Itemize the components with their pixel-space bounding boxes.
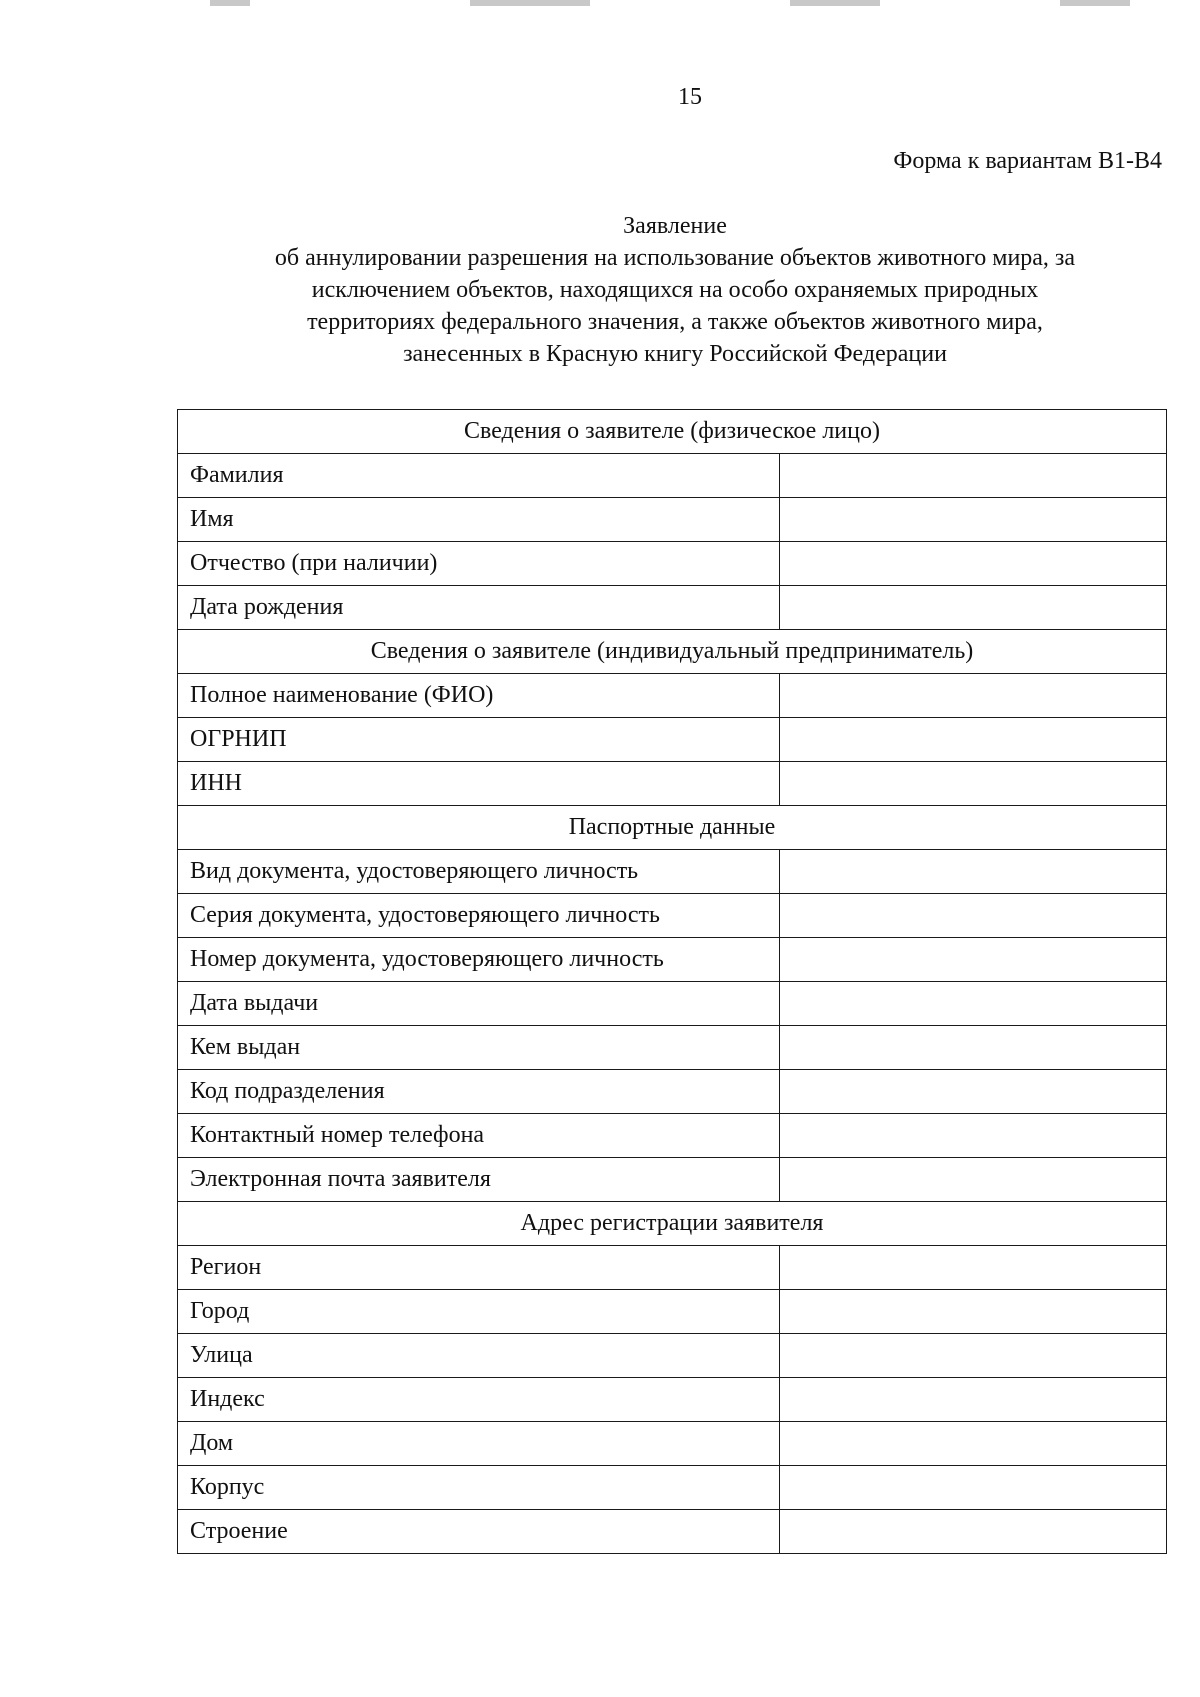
section-heading: Сведения о заявителе (физическое лицо) <box>178 410 1167 454</box>
field-value-cell[interactable] <box>780 1026 1167 1070</box>
field-label: Контактный номер телефона <box>178 1114 780 1158</box>
field-label: Серия документа, удостоверяющего личность <box>178 894 780 938</box>
form-field-row <box>178 762 1167 806</box>
field-label: Улица <box>178 1334 780 1378</box>
field-label: Дата рождения <box>178 586 780 630</box>
page-number: 15 <box>678 84 702 110</box>
field-value-cell[interactable] <box>780 718 1167 762</box>
field-value-cell[interactable] <box>780 1422 1167 1466</box>
field-value-cell[interactable] <box>780 938 1167 982</box>
field-value-cell[interactable] <box>780 542 1167 586</box>
form-field-row <box>178 542 1167 586</box>
form-field-row <box>178 938 1167 982</box>
field-label: Имя <box>178 498 780 542</box>
section-header-row <box>178 806 1167 850</box>
form-field-row <box>178 1334 1167 1378</box>
form-field-row <box>178 1510 1167 1554</box>
form-field-row <box>178 454 1167 498</box>
form-field-row <box>178 1466 1167 1510</box>
field-label: Регион <box>178 1246 780 1290</box>
document-subtitle-line: об аннулировании разрешения на использование объектов животного мира, за <box>274 245 1076 271</box>
field-value-cell[interactable] <box>780 894 1167 938</box>
section-header-row <box>178 1202 1167 1246</box>
field-label: Город <box>178 1290 780 1334</box>
application-form-table <box>177 409 1167 1554</box>
form-field-row <box>178 1070 1167 1114</box>
field-value-cell[interactable] <box>780 982 1167 1026</box>
field-label: Дата выдачи <box>178 982 780 1026</box>
form-field-row <box>178 1378 1167 1422</box>
field-value-cell[interactable] <box>780 762 1167 806</box>
section-heading: Паспортные данные <box>178 806 1167 850</box>
field-label: Дом <box>178 1422 780 1466</box>
section-heading: Сведения о заявителе (индивидуальный предприниматель) <box>178 630 1167 674</box>
field-value-cell[interactable] <box>780 1334 1167 1378</box>
form-field-row <box>178 1246 1167 1290</box>
field-label: Код подразделения <box>178 1070 780 1114</box>
form-field-row <box>178 674 1167 718</box>
form-field-row <box>178 850 1167 894</box>
form-field-row <box>178 1026 1167 1070</box>
form-field-row <box>178 982 1167 1026</box>
form-field-row <box>178 718 1167 762</box>
field-label: Вид документа, удостоверяющего личность <box>178 850 780 894</box>
form-field-row <box>178 1158 1167 1202</box>
field-value-cell[interactable] <box>780 1158 1167 1202</box>
section-header-row <box>178 410 1167 454</box>
application-form-body <box>178 410 1167 1554</box>
document-title-block <box>175 210 1175 370</box>
field-value-cell[interactable] <box>780 498 1167 542</box>
field-value-cell[interactable] <box>780 850 1167 894</box>
section-header-row <box>178 630 1167 674</box>
form-reference: Форма к вариантам В1-В4 <box>893 148 1162 174</box>
field-value-cell[interactable] <box>780 1114 1167 1158</box>
field-value-cell[interactable] <box>780 1466 1167 1510</box>
scan-artifact <box>470 0 590 6</box>
scan-artifact <box>210 0 250 6</box>
document-subtitle-line: территориях федерального значения, а также объектов животного мира, <box>307 309 1043 335</box>
form-field-row <box>178 1422 1167 1466</box>
field-label: Корпус <box>178 1466 780 1510</box>
field-value-cell[interactable] <box>780 1290 1167 1334</box>
document-subtitle-line: занесенных в Красную книгу Российской Федерации <box>403 341 947 367</box>
field-value-cell[interactable] <box>780 1070 1167 1114</box>
form-field-row <box>178 586 1167 630</box>
document-title: Заявление <box>623 213 727 239</box>
form-field-row <box>178 1290 1167 1334</box>
field-value-cell[interactable] <box>780 1510 1167 1554</box>
field-label: Номер документа, удостоверяющего личность <box>178 938 780 982</box>
field-label: Фамилия <box>178 454 780 498</box>
field-label: Индекс <box>178 1378 780 1422</box>
field-value-cell[interactable] <box>780 586 1167 630</box>
scan-artifact <box>1060 0 1130 6</box>
form-field-row <box>178 894 1167 938</box>
field-label: Отчество (при наличии) <box>178 542 780 586</box>
field-value-cell[interactable] <box>780 674 1167 718</box>
field-label: Электронная почта заявителя <box>178 1158 780 1202</box>
field-label: Строение <box>178 1510 780 1554</box>
field-value-cell[interactable] <box>780 1246 1167 1290</box>
field-value-cell[interactable] <box>780 454 1167 498</box>
field-label: Кем выдан <box>178 1026 780 1070</box>
field-label: Полное наименование (ФИО) <box>178 674 780 718</box>
document-subtitle-line: исключением объектов, находящихся на особо охраняемых природных <box>311 277 1039 303</box>
form-field-row <box>178 1114 1167 1158</box>
field-value-cell[interactable] <box>780 1378 1167 1422</box>
form-field-row <box>178 498 1167 542</box>
section-heading: Адрес регистрации заявителя <box>178 1202 1167 1246</box>
field-label: ОГРНИП <box>178 718 780 762</box>
field-label: ИНН <box>178 762 780 806</box>
scan-artifact <box>790 0 880 6</box>
